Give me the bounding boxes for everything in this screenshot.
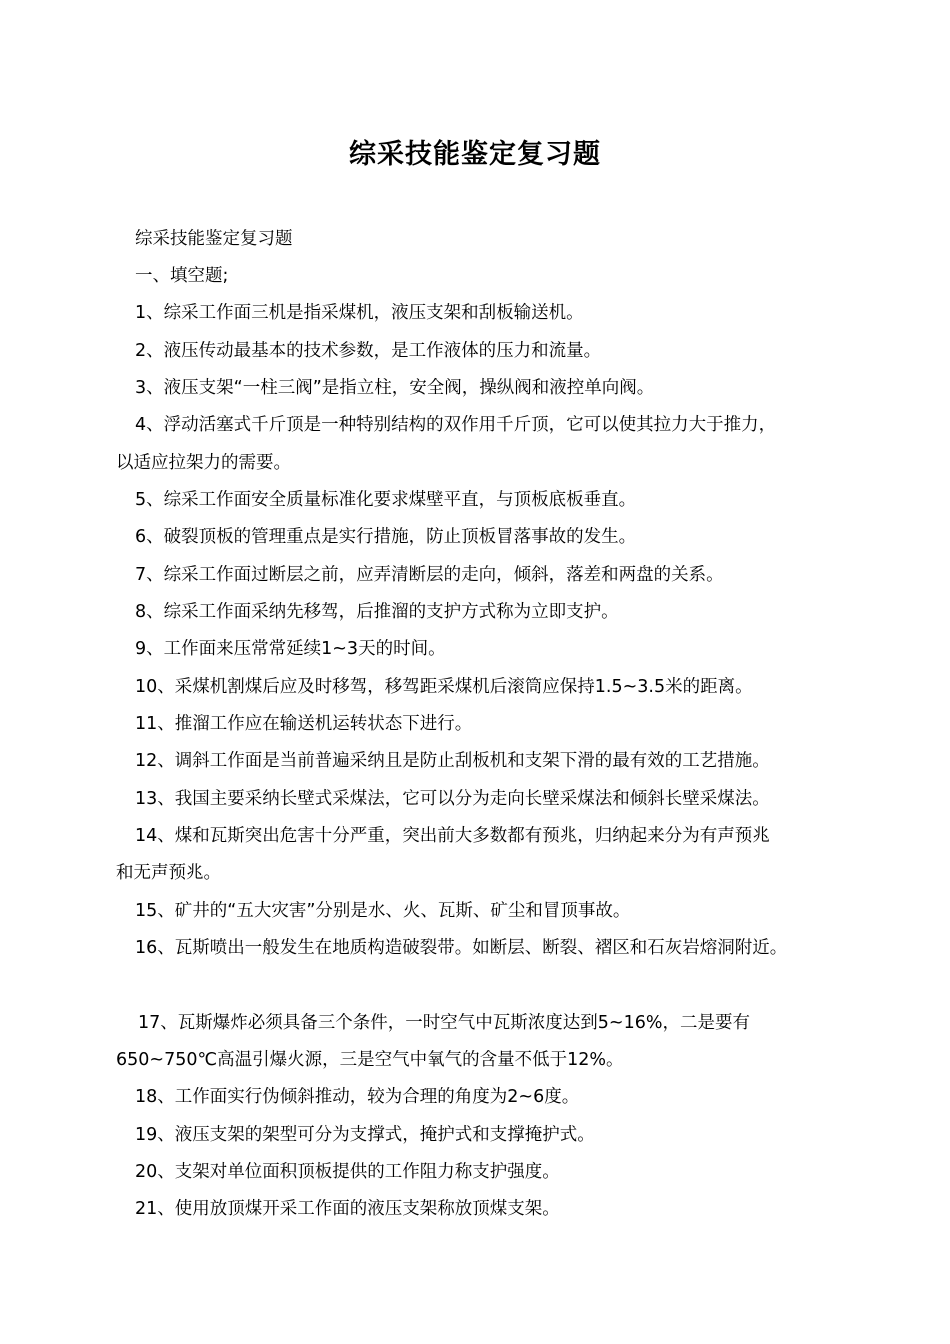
- question-20: 20、支架对单位面积顶板提供的工作阻力称支护强度。: [135, 1162, 560, 1182]
- question-15: 15、矿井的“五大灾害”分别是水、火、瓦斯、矿尘和冒顶事故。: [135, 901, 631, 921]
- question-5: 5、综采工作面安全质量标准化要求煤壁平直，与顶板底板垂直。: [135, 490, 637, 510]
- question-14-continued: 和无声预兆。: [116, 863, 221, 883]
- question-3: 3、液压支架“一柱三阀”是指立柱，安全阀，操纵阀和液控单向阀。: [135, 378, 655, 398]
- question-4-continued: 以适应拉架力的需要。: [116, 453, 291, 473]
- question-1: 1、综采工作面三机是指采煤机，液压支架和刮板输送机。: [135, 303, 584, 323]
- question-12: 12、调斜工作面是当前普遍采纳且是防止刮板机和支架下滑的最有效的工艺措施。: [135, 751, 770, 771]
- question-21: 21、使用放顶煤开采工作面的液压支架称放顶煤支架。: [135, 1199, 560, 1219]
- question-19: 19、液压支架的架型可分为支撑式，掩护式和支撑掩护式。: [135, 1125, 595, 1145]
- question-17: 17、瓦斯爆炸必须具备三个条件，一时空气中瓦斯浓度达到5~16%，二是要有: [138, 1013, 750, 1033]
- question-7: 7、综采工作面过断层之前，应弄清断层的走向，倾斜，落差和两盘的关系。: [135, 565, 724, 585]
- section-heading: 一、填空题;: [135, 266, 229, 286]
- question-18: 18、工作面实行伪倾斜推动，较为合理的角度为2~6度。: [135, 1087, 580, 1107]
- question-13: 13、我国主要采纳长壁式采煤法，它可以分为走向长壁采煤法和倾斜长壁采煤法。: [135, 789, 770, 809]
- question-16: 16、瓦斯喷出一般发生在地质构造破裂带。如断层、断裂、褶区和石灰岩熔洞附近。: [135, 938, 788, 958]
- question-14: 14、煤和瓦斯突出危害十分严重，突出前大多数都有预兆，归纳起来分为有声预兆: [135, 826, 770, 846]
- document-title: 综采技能鉴定复习题: [349, 139, 601, 170]
- question-8: 8、综采工作面采纳先移驾，后推溜的支护方式称为立即支护。: [135, 602, 619, 622]
- question-9: 9、工作面来压常常延续1~3天的时间。: [135, 639, 446, 659]
- subtitle-line: 综采技能鉴定复习题: [135, 229, 293, 249]
- question-6: 6、破裂顶板的管理重点是实行措施，防止顶板冒落事故的发生。: [135, 527, 637, 547]
- question-2: 2、液压传动最基本的技术参数，是工作液体的压力和流量。: [135, 341, 602, 361]
- question-17-continued: 650~750℃高温引爆火源，三是空气中氧气的含量不低于12%。: [116, 1050, 624, 1070]
- question-4: 4、浮动活塞式千斤顶是一种特别结构的双作用千斤顶，它可以使其拉力大于推力，: [135, 415, 777, 435]
- question-10: 10、采煤机割煤后应及时移驾，移驾距采煤机后滚筒应保持1.5~3.5米的距离。: [135, 677, 753, 697]
- question-11: 11、推溜工作应在输送机运转状态下进行。: [135, 714, 473, 734]
